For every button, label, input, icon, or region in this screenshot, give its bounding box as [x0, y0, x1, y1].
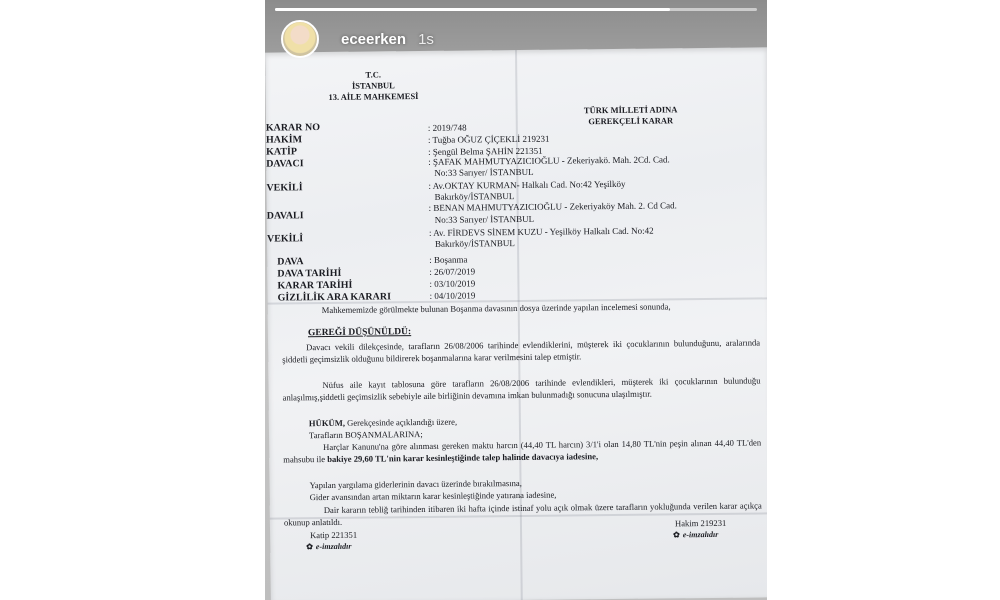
paragraph-claim: Davacı vekili dilekçesinde, tarafların 26/08/2006 tarihinde evlendiklerini, müşterek iki çocuklarının bulunduğunu, aralarında şiddetli geçimsizlik olduğunu bildirerek boşanmalarına karar verilmesini talep etmiştir.: [282, 337, 761, 364]
field-label-dava-tarihi: DAVA TARİHİ: [277, 267, 342, 280]
clerk-esign-label: e-imzalıdır: [315, 541, 352, 552]
intro-paragraph: Mahkememizde görülmekte bulunan Boşanma davasının dosya üzerinde yapılan incelemesi sonunda,: [321, 301, 671, 316]
judge-signature: Hakim 219231: [674, 517, 727, 529]
court-line-2: İSTANBUL: [351, 80, 395, 91]
field-value-dava: : Boşanma: [429, 254, 468, 265]
field-label-davali: DAVALI: [266, 210, 304, 222]
judge-e-signature: [673, 530, 718, 539]
story-header: [281, 20, 434, 58]
field-label-katip: KATİP: [265, 146, 298, 158]
field-value-davali-address: No:33 Sarıyer/ İSTANBUL: [434, 213, 535, 225]
paragraph-findings: Nüfus aile kayıt tablosuna göre tarafların 26/08/2006 tarihinde evlendikleri, müşterek iki çocuklarının bulunduğu anlaşılmış,şiddetli geçimsizlik sebebiyle aile birliğinin devamına imkan bulunmadığı sonucuna ulaşılmıştır.: [282, 375, 761, 402]
clerk-signature: Katip 221351: [310, 529, 358, 541]
field-label-karar-no: KARAR NO: [265, 122, 321, 134]
field-value-davaci-vekili: : Av.OKTAY KURMAN- Halkalı Cad. No:42 Yeşilköy: [428, 178, 626, 191]
court-line-1: T.C.: [365, 69, 382, 80]
field-value-hakim: : Tuğba OĞUZ ÇİÇEKLİ 219231: [427, 133, 550, 145]
story-time-ago: 1s: [418, 30, 434, 48]
field-value-karar-no: : 2019/748: [427, 122, 467, 133]
court-document: [265, 47, 767, 600]
hukum-label: HÜKÜM,: [308, 417, 345, 429]
story-progress-bar: [275, 8, 757, 11]
field-value-davaci: : ŞAFAK MAHMUTYAZICIOĞLU - Zekeriyakö. Mah. 2Cd. Cad.: [428, 154, 670, 167]
field-label-davaci: DAVACI: [266, 158, 304, 170]
gcd-heading: [308, 327, 411, 338]
court-header: [293, 69, 453, 104]
avatar[interactable]: [281, 20, 319, 58]
story-viewer[interactable]: [265, 0, 767, 600]
decision-type: GEREKÇELİ KARAR: [588, 115, 674, 127]
judge-esign-label: e-imzalıdır: [682, 529, 719, 540]
field-label-davali-vekili: VEKİLİ: [266, 233, 304, 245]
hukum-line: [309, 417, 457, 429]
field-value-davali-vekili: : Av. FİRDEVS SİNEM KUZU - Yeşilköy Halkalı Cad. No:42: [428, 225, 654, 238]
field-value-katip: : Şengül Belma ŞAHİN 221351: [428, 145, 543, 157]
gcd-heading-text: GEREĞİ DÜŞÜNÜLDÜ:: [307, 327, 412, 339]
decision-heading: [551, 104, 711, 128]
field-label-gizlilik-ara-karari: GİZLİLİK ARA KARARI: [277, 291, 391, 304]
hukum-text: Gerekçesinde açıklandığı üzere,: [344, 416, 458, 428]
nation-heading: TÜRK MİLLETİ ADINA: [583, 104, 678, 116]
field-label-dava: DAVA: [277, 256, 304, 268]
field-label-karar-tarihi: KARAR TARİHİ: [277, 279, 353, 292]
seal-icon: ✿: [673, 530, 680, 540]
paragraph-divorce: Tarafların BOŞANMALARINA;: [308, 428, 423, 441]
paragraph-costs: Yapılan yargılama giderlerinin davacı üzerinde bırakılmasına,: [309, 477, 522, 491]
field-value-davaci-vekili-address: Bakırköy/İSTANBUL: [434, 191, 515, 202]
field-value-davaci-address: No:33 Sarıyer/ İSTANBUL: [434, 166, 534, 178]
paragraph-fees: [283, 437, 761, 465]
field-label-hakim: HAKİM: [265, 134, 303, 146]
field-value-davali-vekili-address: Bakırköy/İSTANBUL: [434, 238, 515, 249]
field-value-karar-tarihi: : 03/10/2019: [429, 278, 476, 289]
field-label-davaci-vekili: VEKİLİ: [266, 182, 303, 194]
paragraph-appeal: Dair kararın tebliğ tarihinden itibaren iki hafta içinde istinaf yolu açık olmak üzere tarafların yokluğunda verilen karar açıkça okunup anlatıldı.: [283, 500, 762, 527]
story-progress-fill: [275, 8, 670, 11]
clerk-e-signature: [306, 542, 351, 551]
fees-text: Harçlar Kanunu'na göre alınması gereken maktu harcın (44,40 TL harcın) 3/1'i olan 14,80 TL'nin peşin alınan 44,40 TL'den mahsubu ile: [283, 437, 762, 464]
field-value-dava-tarihi: : 26/07/2019: [429, 266, 476, 277]
court-line-3: 13. AİLE MAHKEMESİ: [328, 91, 419, 102]
story-username[interactable]: eceerken: [341, 30, 407, 48]
fees-refund-text: bakiye 29,60 TL'nin karar kesinleştiğinde talep halinde davacıya iadesine,: [327, 450, 599, 464]
field-value-gizlilik-ara-karari: : 04/10/2019: [429, 290, 476, 301]
paragraph-advance: Gider avansından artan miktarın karar kesinleştiğinde yatırana iadesine,: [309, 489, 557, 503]
field-value-davali: : BENAN MAHMUTYAZICIOĞLU - Zekeriyaköy Mah. 2. Cd Cad.: [428, 200, 677, 213]
seal-icon: ✿: [306, 542, 313, 552]
court-document-photo: [265, 47, 767, 600]
